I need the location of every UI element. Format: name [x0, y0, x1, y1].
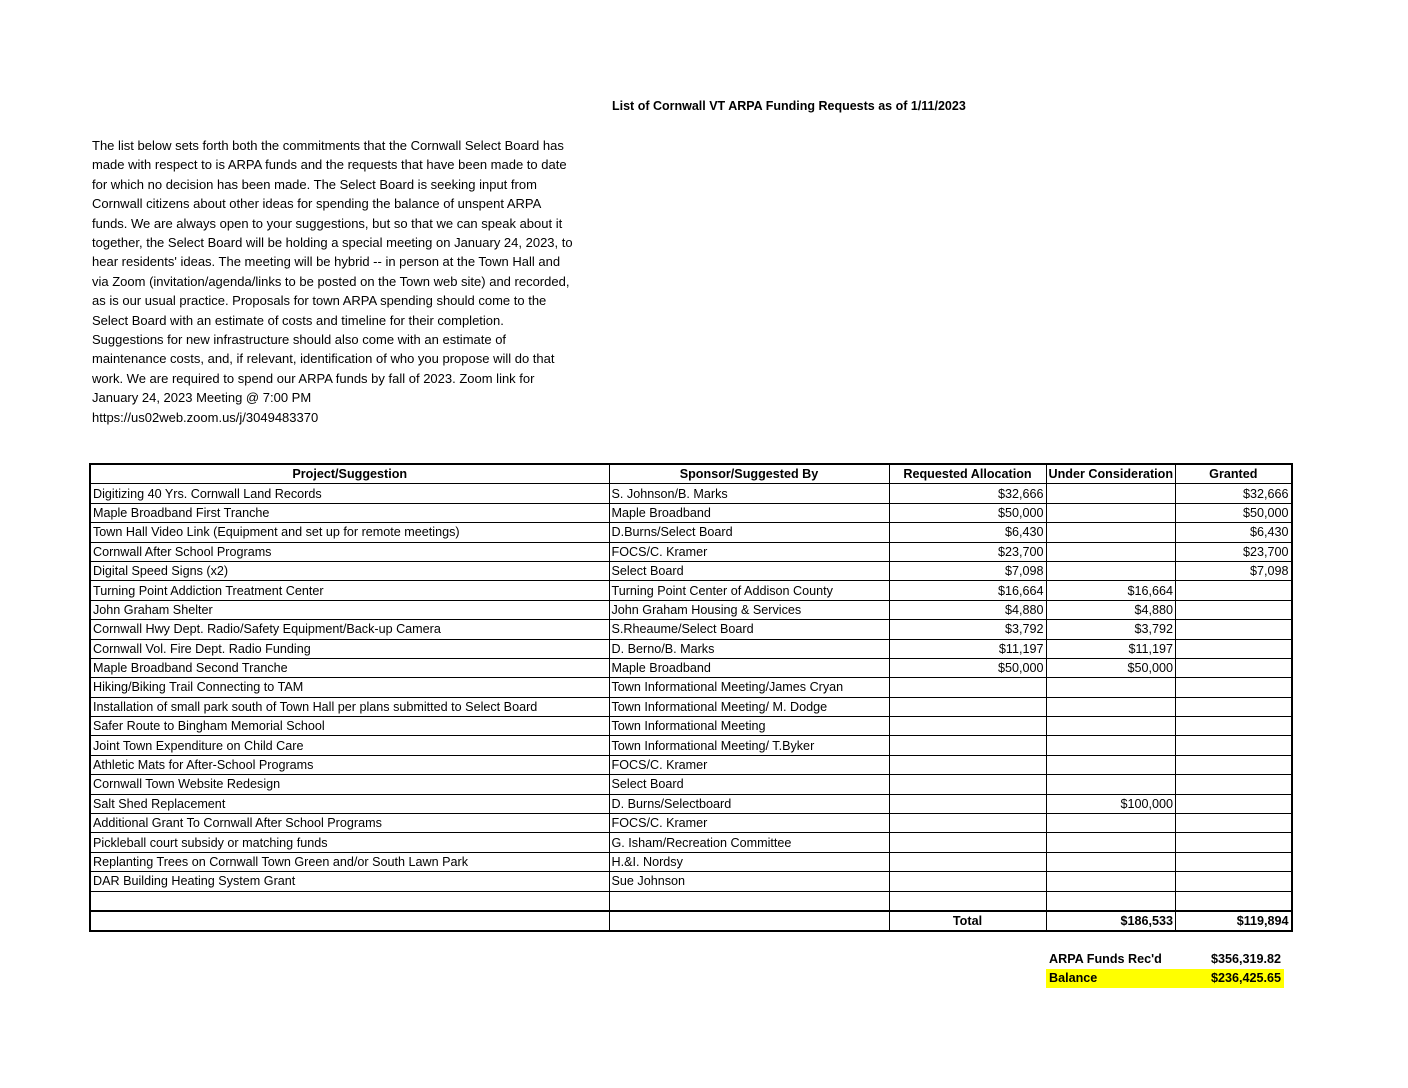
cell-under-consideration — [1046, 542, 1176, 561]
intro-line: Suggestions for new infrastructure should also come with an estimate of — [92, 332, 507, 348]
table-row — [90, 639, 1292, 658]
cell-project: Hiking/Biking Trail Connecting to TAM — [90, 678, 609, 697]
header-requested: Requested Allocation — [889, 464, 1046, 484]
funding-requests-table — [89, 463, 1293, 932]
cell-requested: $11,197 — [889, 639, 1046, 658]
table-row — [90, 891, 1292, 911]
intro-line: for which no decision has been made. The Select Board is seeking input from — [92, 176, 537, 192]
cell-granted — [1176, 852, 1292, 871]
table-row — [90, 484, 1292, 503]
cell-granted: $50,000 — [1176, 503, 1292, 522]
intro-line: January 24, 2023 Meeting @ 7:00 PM — [92, 390, 312, 406]
cell-granted — [1176, 736, 1292, 755]
total-granted: $119,894 — [1176, 911, 1292, 931]
cell-under-consideration: $16,664 — [1046, 581, 1176, 600]
cell-requested — [889, 833, 1046, 852]
cell-under-consideration — [1046, 775, 1176, 794]
cell-project: Town Hall Video Link (Equipment and set up for remote meetings) — [90, 523, 609, 542]
cell-project: John Graham Shelter — [90, 600, 609, 619]
cell-requested: $4,880 — [889, 600, 1046, 619]
cell-project: Digital Speed Signs (x2) — [90, 561, 609, 580]
document-title: List of Cornwall VT ARPA Funding Requests as of 1/11/2023 — [612, 99, 966, 113]
cell-project: Cornwall After School Programs — [90, 542, 609, 561]
cell-under-consideration — [1046, 852, 1176, 871]
cell-requested — [889, 697, 1046, 716]
cell-requested — [889, 755, 1046, 774]
table-row — [90, 620, 1292, 639]
total-empty-1 — [90, 911, 609, 931]
cell-requested: $6,430 — [889, 523, 1046, 542]
cell-sponsor — [609, 891, 889, 911]
cell-under-consideration — [1046, 523, 1176, 542]
cell-requested: $23,700 — [889, 542, 1046, 561]
header-project: Project/Suggestion — [90, 464, 609, 484]
cell-project: Replanting Trees on Cornwall Town Green and/or South Lawn Park — [90, 852, 609, 871]
cell-sponsor: D.Burns/Select Board — [609, 523, 889, 542]
intro-line: hear residents' ideas. The meeting will be hybrid -- in person at the Town Hall and — [92, 254, 561, 270]
funds-received-label: ARPA Funds Rec'd — [1049, 952, 1162, 966]
cell-requested: $7,098 — [889, 561, 1046, 580]
intro-line: funds. We are always open to your suggestions, but so that we can speak about it — [92, 215, 563, 231]
cell-granted: $6,430 — [1176, 523, 1292, 542]
cell-project: Joint Town Expenditure on Child Care — [90, 736, 609, 755]
cell-under-consideration — [1046, 561, 1176, 580]
cell-granted — [1176, 600, 1292, 619]
cell-granted: $23,700 — [1176, 542, 1292, 561]
cell-under-consideration — [1046, 484, 1176, 503]
intro-line: https://us02web.zoom.us/j/3049483370 — [92, 409, 319, 425]
table-row — [90, 775, 1292, 794]
intro-line: Select Board with an estimate of costs and timeline for their completion. — [92, 312, 504, 328]
table-row — [90, 794, 1292, 813]
intro-line: made with respect to is ARPA funds and the requests that have been made to date — [92, 157, 567, 173]
balance-row — [1046, 969, 1284, 988]
table-row — [90, 542, 1292, 561]
cell-project: Cornwall Town Website Redesign — [90, 775, 609, 794]
table-row — [90, 833, 1292, 852]
table-row — [90, 523, 1292, 542]
header-granted: Granted — [1176, 464, 1292, 484]
cell-project — [90, 891, 609, 911]
table-row — [90, 755, 1292, 774]
header-sponsor: Sponsor/Suggested By — [609, 464, 889, 484]
table-row — [90, 814, 1292, 833]
cell-under-consideration: $100,000 — [1046, 794, 1176, 813]
cell-sponsor: Select Board — [609, 561, 889, 580]
cell-project: Maple Broadband First Tranche — [90, 503, 609, 522]
cell-project: Maple Broadband Second Tranche — [90, 658, 609, 677]
cell-project: Cornwall Vol. Fire Dept. Radio Funding — [90, 639, 609, 658]
cell-under-consideration — [1046, 891, 1176, 911]
cell-granted — [1176, 755, 1292, 774]
cell-sponsor: Town Informational Meeting/ T.Byker — [609, 736, 889, 755]
table-row — [90, 600, 1292, 619]
cell-granted — [1176, 891, 1292, 911]
cell-sponsor: FOCS/C. Kramer — [609, 542, 889, 561]
cell-granted — [1176, 833, 1292, 852]
cell-granted — [1176, 678, 1292, 697]
cell-under-consideration: $11,197 — [1046, 639, 1176, 658]
cell-requested — [889, 775, 1046, 794]
table-row — [90, 678, 1292, 697]
total-row — [90, 911, 1292, 931]
cell-sponsor: John Graham Housing & Services — [609, 600, 889, 619]
cell-sponsor: FOCS/C. Kramer — [609, 755, 889, 774]
intro-line: The list below sets forth both the commitments that the Cornwall Select Board has — [92, 138, 564, 153]
cell-sponsor: H.&I. Nordsy — [609, 852, 889, 871]
cell-granted — [1176, 581, 1292, 600]
cell-under-consideration: $4,880 — [1046, 600, 1176, 619]
cell-sponsor: G. Isham/Recreation Committee — [609, 833, 889, 852]
cell-granted — [1176, 658, 1292, 677]
cell-under-consideration — [1046, 872, 1176, 891]
cell-project: Turning Point Addiction Treatment Center — [90, 581, 609, 600]
cell-requested — [889, 872, 1046, 891]
cell-granted — [1176, 775, 1292, 794]
table-row — [90, 872, 1292, 891]
cell-sponsor: S.Rheaume/Select Board — [609, 620, 889, 639]
intro-line: via Zoom (invitation/agenda/links to be posted on the Town web site) and recorded, — [92, 273, 570, 289]
cell-sponsor: Town Informational Meeting — [609, 717, 889, 736]
table-row — [90, 717, 1292, 736]
cell-requested — [889, 852, 1046, 871]
funds-received-row — [1046, 950, 1284, 969]
cell-requested — [889, 717, 1046, 736]
cell-requested: $16,664 — [889, 581, 1046, 600]
cell-requested: $3,792 — [889, 620, 1046, 639]
cell-sponsor: D. Burns/Selectboard — [609, 794, 889, 813]
table-header-row — [90, 464, 1292, 484]
total-under-consideration: $186,533 — [1046, 911, 1176, 931]
cell-under-consideration — [1046, 755, 1176, 774]
cell-under-consideration — [1046, 833, 1176, 852]
cell-sponsor: Maple Broadband — [609, 658, 889, 677]
cell-granted: $32,666 — [1176, 484, 1292, 503]
cell-granted — [1176, 620, 1292, 639]
cell-project: Salt Shed Replacement — [90, 794, 609, 813]
cell-sponsor: Maple Broadband — [609, 503, 889, 522]
cell-sponsor: Sue Johnson — [609, 872, 889, 891]
funds-received-value: $356,319.82 — [1210, 952, 1281, 966]
intro-line: maintenance costs, and, if relevant, identification of who you propose will do that — [92, 351, 555, 367]
cell-sponsor: Turning Point Center of Addison County — [609, 581, 889, 600]
cell-sponsor: D. Berno/B. Marks — [609, 639, 889, 658]
cell-requested — [889, 736, 1046, 755]
cell-granted — [1176, 872, 1292, 891]
cell-requested — [889, 678, 1046, 697]
cell-requested: $50,000 — [889, 658, 1046, 677]
intro-line: Cornwall citizens about other ideas for spending the balance of unspent ARPA — [92, 196, 542, 212]
cell-under-consideration: $50,000 — [1046, 658, 1176, 677]
cell-project: Cornwall Hwy Dept. Radio/Safety Equipment/Back-up Camera — [90, 620, 609, 639]
cell-requested — [889, 794, 1046, 813]
cell-granted — [1176, 717, 1292, 736]
cell-under-consideration — [1046, 736, 1176, 755]
cell-under-consideration: $3,792 — [1046, 620, 1176, 639]
cell-granted — [1176, 814, 1292, 833]
header-under-consideration: Under Consideration — [1046, 464, 1176, 484]
funds-summary — [1046, 950, 1284, 988]
cell-requested — [889, 814, 1046, 833]
cell-project: Installation of small park south of Town Hall per plans submitted to Select Board — [90, 697, 609, 716]
cell-project: Safer Route to Bingham Memorial School — [90, 717, 609, 736]
cell-under-consideration — [1046, 697, 1176, 716]
cell-sponsor: S. Johnson/B. Marks — [609, 484, 889, 503]
table-row — [90, 697, 1292, 716]
cell-granted — [1176, 697, 1292, 716]
intro-paragraph — [92, 136, 612, 427]
cell-under-consideration — [1046, 678, 1176, 697]
table-row — [90, 561, 1292, 580]
cell-requested — [889, 891, 1046, 911]
table-row — [90, 852, 1292, 871]
table-row — [90, 736, 1292, 755]
intro-line: work. We are required to spend our ARPA funds by fall of 2023. Zoom link for — [92, 370, 535, 386]
cell-granted — [1176, 794, 1292, 813]
balance-label: Balance — [1049, 971, 1098, 985]
cell-project: Digitizing 40 Yrs. Cornwall Land Records — [90, 484, 609, 503]
cell-requested: $32,666 — [889, 484, 1046, 503]
total-label: Total — [889, 911, 1046, 931]
cell-sponsor: Town Informational Meeting/ M. Dodge — [609, 697, 889, 716]
table-row — [90, 658, 1292, 677]
cell-requested: $50,000 — [889, 503, 1046, 522]
cell-sponsor: Select Board — [609, 775, 889, 794]
cell-under-consideration — [1046, 503, 1176, 522]
cell-sponsor: FOCS/C. Kramer — [609, 814, 889, 833]
total-empty-2 — [609, 911, 889, 931]
intro-line: together, the Select Board will be holding a special meeting on January 24, 2023, to — [92, 235, 573, 251]
balance-value: $236,425.65 — [1210, 971, 1281, 985]
table-row — [90, 503, 1292, 522]
cell-project: Pickleball court subsidy or matching funds — [90, 833, 609, 852]
cell-granted: $7,098 — [1176, 561, 1292, 580]
intro-line: as is our usual practice. Proposals for town ARPA spending should come to the — [92, 293, 547, 309]
cell-project: Additional Grant To Cornwall After School Programs — [90, 814, 609, 833]
cell-under-consideration — [1046, 717, 1176, 736]
cell-project: Athletic Mats for After-School Programs — [90, 755, 609, 774]
cell-project: DAR Building Heating System Grant — [90, 872, 609, 891]
cell-sponsor: Town Informational Meeting/James Cryan — [609, 678, 889, 697]
cell-under-consideration — [1046, 814, 1176, 833]
table-row — [90, 581, 1292, 600]
cell-granted — [1176, 639, 1292, 658]
